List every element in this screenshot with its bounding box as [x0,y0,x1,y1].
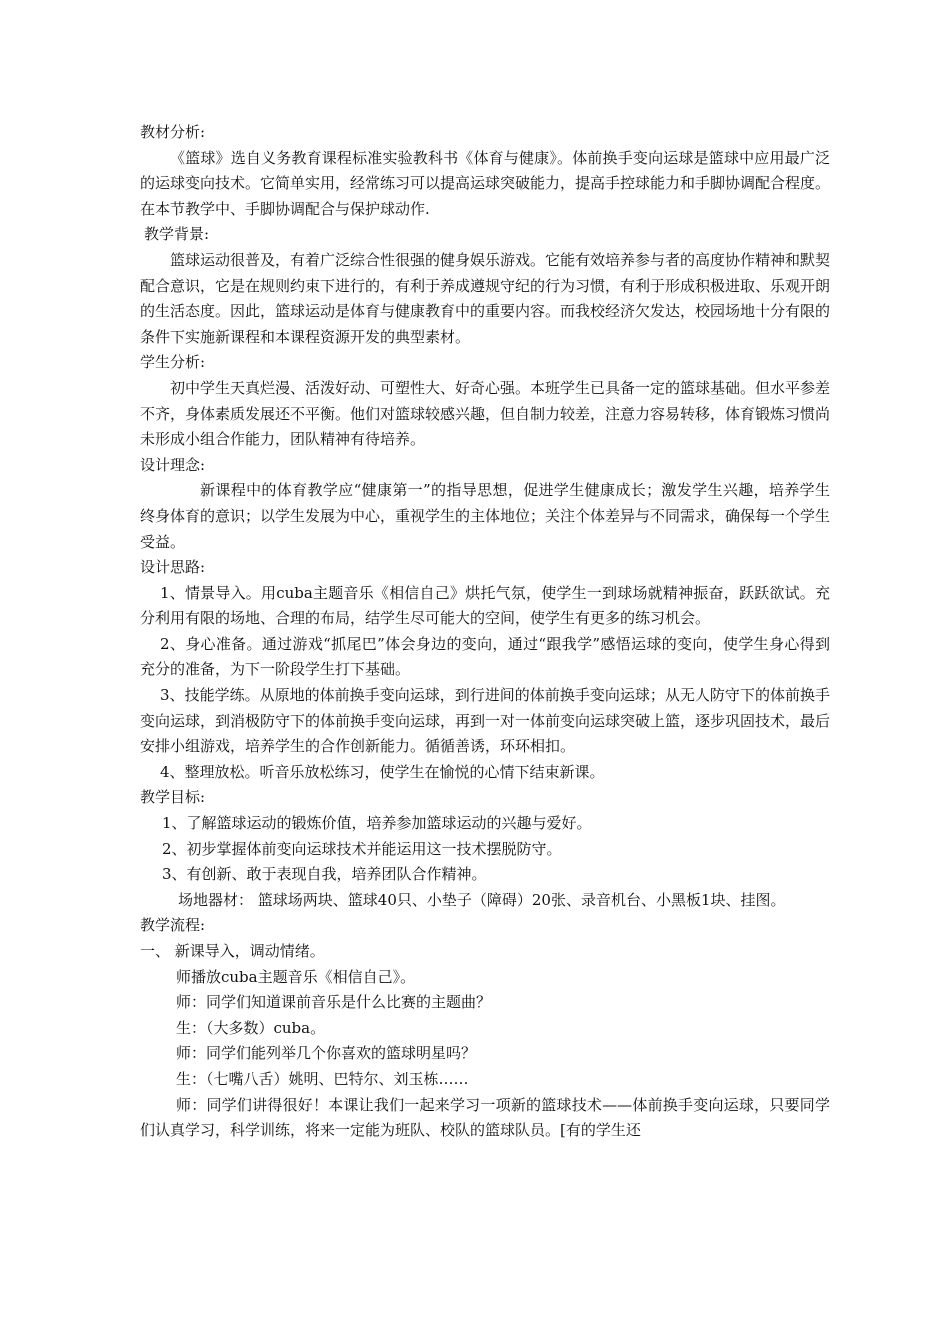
heading-textbook-analysis: 教材分析: [140,123,206,141]
paragraph-teaching-background: 篮球运动很普及，有着广泛综合性很强的健身娱乐游戏。它能有效培养参与者的高度协作精神和默契配合意识，它是在规则约束下进行的，有利于养成遵规守纪的行为习惯，有利于形成积极进取、乐观开朗的生活态度。因此，篮球运动是体育与健康教育中的重要内容。而我校经济欠发达，校园场地十分有限的条件下实施新课程和本课程资源开发的典型素材。 [140,250,831,346]
paragraph-design-concept: 新课程中的体育教学应“健康第一”的指导思想，促进学生健康成长；激发学生兴趣，培养学生终身体育的意识；以学生发展为中心，重视学生的主体地位；关注个体差异与不同需求，确保每一个学生受益。 [140,481,831,551]
list-item-objective-3: 3、有创新、敢于表现自我，培养团队合作精神。 [162,865,487,884]
list-item-objective-1: 1、了解篮球运动的锻炼价值，培养参加篮球运动的兴趣与爱好。 [162,814,592,833]
document-body [140,120,830,1144]
list-item-idea-4: 4、整理放松。听音乐放松练习，使学生在愉悦的心情下结束新课。 [160,762,605,781]
heading-teaching-objectives: 教学目标: [140,788,206,807]
paragraph-venue-equipment: 场地器材： 篮球场两块、篮球40只、小垫子（障碍）20张、录音机台、小黑板1块、挂图。 [178,890,786,909]
paragraph-textbook-analysis: 《篮球》选自义务教育课程标准实验教科书《体育与健康》。体前换手变向运球是篮球中应用最广泛的运球变向技术。它简单实用，经常练习可以提高运球突破能力，提高手控球能力和手脚协调配合程度。在本节教学中、手脚协调配合与保护球动作. [140,148,831,218]
dialogue-line-3: 生：（大多数）cuba。 [176,1018,326,1037]
dialogue-line-5: 生：（七嘴八舌）姚明、巴特尔、刘玉栋…… [176,1069,469,1088]
dialogue-line-1: 师播放cuba主题音乐《相信自己》。 [176,967,416,986]
heading-teaching-process: 教学流程: [140,916,206,935]
list-item-objective-2: 2、初步掌握体前变向运球技术并能运用这一技术摆脱防守。 [162,839,562,858]
dialogue-line-2: 师：同学们知道课前音乐是什么比赛的主题曲？ [176,993,492,1012]
dialogue-line-4: 师：同学们能列举几个你喜欢的篮球明星吗？ [176,1044,477,1063]
heading-student-analysis: 学生分析: [140,353,206,372]
list-item-idea-1: 1、情景导入。用cuba主题音乐《相信自己》烘托气氛，使学生一到球场就精神振奋，跃跃欲试。充分利用有限的场地、合理的布局，结学生尽可能大的空间，使学生有更多的练习机会。 [140,583,830,628]
list-item-idea-3: 3、技能学练。从原地的体前换手变向运球，到行进间的体前换手变向运球；从无人防守下的体前换手变向运球，到消极防守下的体前换手变向运球，再到一对一体前变向运球突破上篮，逐步巩固技术，最后安排小组游戏，培养学生的合作创新能力。循循善诱，环环相扣。 [140,686,831,756]
heading-teaching-background: 教学背景: [144,225,210,244]
dialogue-line-6: 师：同学们讲得很好！本课让我们一起来学习一项新的篮球技术——体前换手变向运球，只要同学们认真学习，科学训练，将来一定能为班队、校队的篮球队员。[有的学生还 [140,1095,830,1140]
heading-design-concept: 设计理念: [140,455,206,474]
section-1-heading: 一、 新课导入，调动情绪。 [140,942,325,960]
list-item-idea-2: 2、身心准备。通过游戏“抓尾巴”体会身边的变向，通过“跟我学”感悟运球的变向，使学生身心得到充分的准备，为下一阶段学生打下基础。 [140,634,830,679]
heading-design-ideas: 设计思路: [140,558,206,577]
paragraph-student-analysis: 初中学生天真烂漫、活泼好动、可塑性大、好奇心强。本班学生已具备一定的篮球基础。但水平参差不齐，身体素质发展还不平衡。他们对篮球较感兴趣，但自制力较差，注意力容易转移，体育锻炼习惯尚未形成小组合作能力，团队精神有待培养。 [140,378,831,449]
